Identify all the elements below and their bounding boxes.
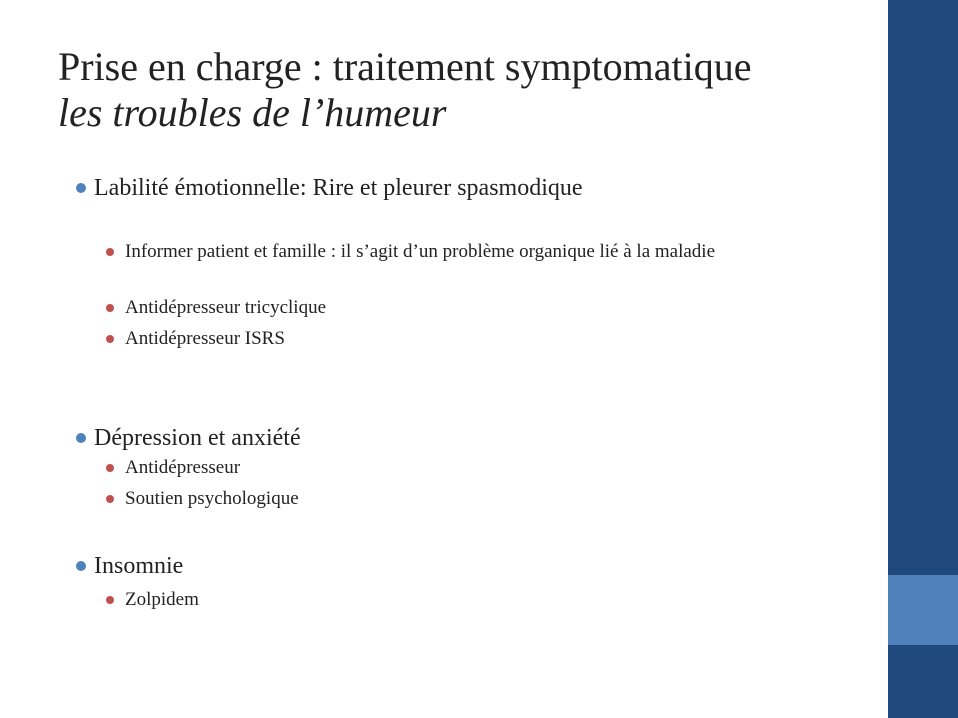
bullet-dot-icon <box>106 495 114 503</box>
list-item-text: Zolpidem <box>125 589 199 610</box>
list-item-text: Soutien psychologique <box>125 488 299 509</box>
bullet-heading-text: Labilité émotionnelle: Rire et pleurer spasmodique <box>94 175 583 201</box>
slide-title <box>58 44 878 136</box>
slide-subtitle: les troubles de lʼhumeur <box>58 90 447 135</box>
decor-bar-top <box>888 0 958 575</box>
bullet-dot-icon <box>76 183 86 193</box>
list-item-text: Antidépresseur <box>125 457 241 478</box>
bullet-dot-icon <box>76 433 86 443</box>
list-item-text: Antidépresseur tricyclique <box>125 297 327 318</box>
decor-bar-bottom <box>888 645 958 718</box>
bullet-dot-icon <box>106 596 114 604</box>
list-item-text: Antidépresseur ISRS <box>125 328 285 349</box>
decor-bar-accent <box>888 575 958 645</box>
bullet-heading-text: Dépression et anxiété <box>94 425 301 451</box>
bullet-heading-text: Insomnie <box>94 553 184 579</box>
slide-title-main: Prise en charge : traitement symptomatique <box>58 44 752 89</box>
bullet-dot-icon <box>106 248 114 256</box>
bullet-dot-icon <box>106 464 114 472</box>
bullet-dot-icon <box>76 561 86 571</box>
bullet-dot-icon <box>106 304 114 312</box>
list-item-text: Informer patient et famille : il s’agit d’un problème organique lié à la maladie <box>125 241 716 262</box>
bullet-dot-icon <box>106 335 114 343</box>
